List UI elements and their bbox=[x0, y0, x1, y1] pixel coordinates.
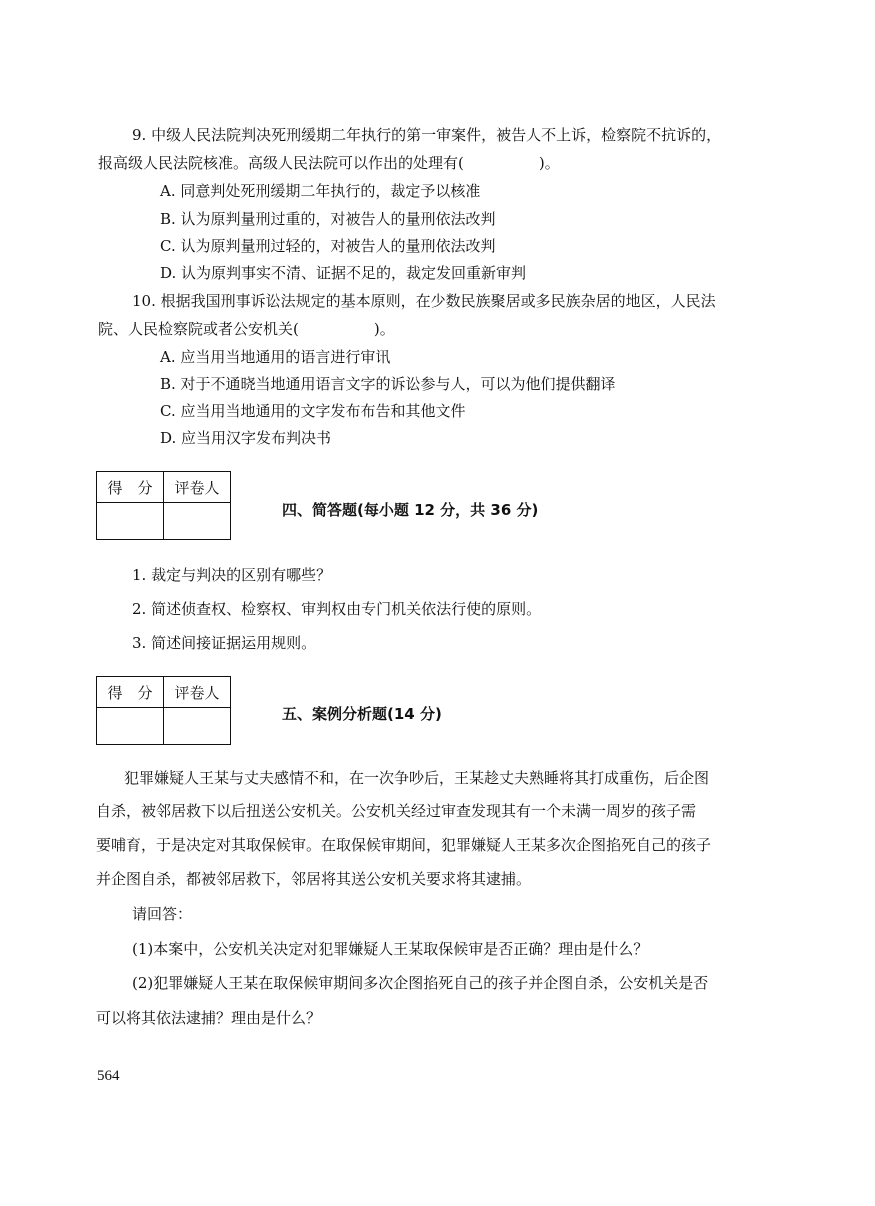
score-header-cell: 得 分 bbox=[97, 677, 164, 708]
score-entry-cell[interactable] bbox=[97, 503, 164, 540]
q9-option-d: D. 认为原判事实不清、证据不足的，裁定发回重新审判 bbox=[160, 264, 527, 282]
sub-question-2-line-2: 可以将其依法逮捕？理由是什么？ bbox=[96, 1009, 322, 1027]
sub-question-1: (1)本案中，公安机关决定对犯罪嫌疑人王某取保候审是否正确？理由是什么？ bbox=[132, 940, 649, 958]
section5-title: 五、案例分析题(14 分) bbox=[282, 705, 442, 723]
section4-question-1: 1. 裁定与判决的区别有哪些？ bbox=[132, 566, 332, 584]
sub-question-2-line-1: (2)犯罪嫌疑人王某在取保候审期间多次企图掐死自己的孩子并企图自杀，公安机关是否 bbox=[132, 974, 709, 992]
score-header-cell: 得 分 bbox=[97, 472, 164, 503]
q9-stem-line-1: 9. 中级人民法院判决死刑缓期二年执行的第一审案件，被告人不上诉，检察院不抗诉的， bbox=[132, 126, 722, 144]
q10-option-c: C. 应当用当地通用的文字发布布告和其他文件 bbox=[160, 402, 466, 420]
q9-option-c: C. 认为原判量刑过轻的，对被告人的量刑依法改判 bbox=[160, 237, 496, 255]
q9-stem-line-2: 报高级人民法院核准。高级人民法院可以作出的处理有( )。 bbox=[98, 154, 560, 172]
score-table-section5 bbox=[96, 676, 231, 745]
q9-option-a: A. 同意判处死刑缓期二年执行的，裁定予以核准 bbox=[160, 182, 481, 200]
q10-stem-line-1: 10. 根据我国刑事诉讼法规定的基本原则，在少数民族聚居或多民族杂居的地区，人民法 bbox=[132, 292, 716, 310]
section4-title: 四、简答题(每小题 12 分，共 36 分) bbox=[282, 501, 539, 519]
score-entry-cell[interactable] bbox=[97, 708, 164, 745]
answer-prompt: 请回答： bbox=[132, 905, 193, 923]
case-line-1: 犯罪嫌疑人王某与丈夫感情不和，在一次争吵后，王某趁丈夫熟睡将其打成重伤，后企图 bbox=[124, 769, 710, 787]
q10-stem-line-2: 院、人民检察院或者公安机关( )。 bbox=[98, 320, 395, 338]
section4-question-3: 3. 简述间接证据运用规则。 bbox=[132, 634, 317, 652]
grader-entry-cell[interactable] bbox=[164, 708, 231, 745]
case-line-4: 并企图自杀，都被邻居救下，邻居将其送公安机关要求将其逮捕。 bbox=[96, 870, 532, 888]
case-line-2: 自杀，被邻居救下以后扭送公安机关。公安机关经过审查发现其有一个未满一周岁的孩子需 bbox=[96, 802, 697, 820]
q9-option-b: B. 认为原判量刑过重的，对被告人的量刑依法改判 bbox=[160, 210, 496, 228]
grader-header-cell: 评卷人 bbox=[164, 677, 231, 708]
grader-entry-cell[interactable] bbox=[164, 503, 231, 540]
q10-option-a: A. 应当用当地通用的语言进行审讯 bbox=[160, 348, 391, 366]
score-table-section4 bbox=[96, 471, 231, 540]
section4-question-2: 2. 简述侦查权、检察权、审判权由专门机关依法行使的原则。 bbox=[132, 600, 542, 618]
q10-option-b: B. 对于不通晓当地通用语言文字的诉讼参与人，可以为他们提供翻译 bbox=[160, 375, 616, 393]
case-line-3: 要哺育，于是决定对其取保候审。在取保候审期间，犯罪嫌疑人王某多次企图掐死自己的孩子 bbox=[96, 836, 712, 854]
page-number: 564 bbox=[97, 1068, 120, 1084]
grader-header-cell: 评卷人 bbox=[164, 472, 231, 503]
q10-option-d: D. 应当用汉字发布判决书 bbox=[160, 429, 332, 447]
